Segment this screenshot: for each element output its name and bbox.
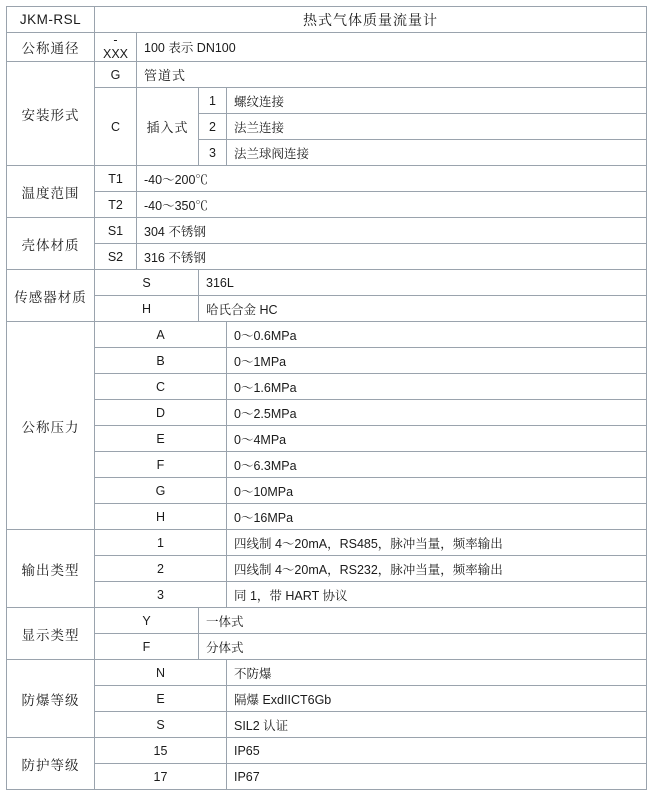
pressure-code-e xyxy=(95,426,227,452)
pressure-desc-c-text: 0～1.6MPa xyxy=(234,380,297,395)
install-sub-desc-3-text: 法兰球阀连接 xyxy=(234,146,310,161)
pressure-code-c-text: C xyxy=(155,379,166,394)
pressure-desc-g xyxy=(227,478,647,504)
table-row-temperature-1 xyxy=(7,166,647,192)
explosion-code-e-text: E xyxy=(156,691,165,706)
shell-code-s2 xyxy=(95,244,137,270)
pressure-code-g xyxy=(95,478,227,504)
product-title-cell xyxy=(95,7,647,33)
sensor-code-h xyxy=(95,296,199,322)
install-sub-code-1 xyxy=(199,88,227,114)
install-type-name-g xyxy=(137,62,647,88)
output-code-2-text: 2 xyxy=(157,561,164,576)
protection-desc-17 xyxy=(227,764,647,790)
shell-desc-s2 xyxy=(137,244,647,270)
model-code-cell xyxy=(7,7,95,33)
sensor-code-s-text: S xyxy=(142,275,151,290)
shell-code-s1-text: S1 xyxy=(107,223,124,238)
pressure-desc-e xyxy=(227,426,647,452)
pressure-desc-h xyxy=(227,504,647,530)
nominal-diameter-desc: 100 表示 DN100 xyxy=(144,41,236,55)
table-row-install-type-1 xyxy=(7,62,647,88)
pressure-code-f xyxy=(95,452,227,478)
pressure-code-b xyxy=(95,348,227,374)
protection-code-15-text: 15 xyxy=(153,743,168,758)
table-row-explosion-1 xyxy=(7,660,647,686)
pressure-code-h-text: H xyxy=(155,509,166,524)
pressure-desc-b xyxy=(227,348,647,374)
install-sub-desc-2-text: 法兰连接 xyxy=(234,120,285,135)
pressure-desc-a xyxy=(227,322,647,348)
pressure-code-d xyxy=(95,400,227,426)
explosion-desc-e xyxy=(227,686,647,712)
output-code-3-text: 3 xyxy=(157,587,164,602)
install-type-name-c xyxy=(137,88,199,166)
temperature-label-cell xyxy=(7,166,95,218)
display-desc-y xyxy=(199,608,647,634)
protection-level-label: 防护等级 xyxy=(21,757,80,773)
nominal-diameter-label-cell xyxy=(7,33,95,62)
table-row-sensor-2 xyxy=(7,296,647,322)
display-desc-f xyxy=(199,634,647,660)
pressure-desc-g-text: 0～10MPa xyxy=(234,484,294,499)
pressure-desc-f xyxy=(227,452,647,478)
sensor-code-h-text: H xyxy=(141,301,152,316)
table-row-explosion-3 xyxy=(7,712,647,738)
model-selection-table xyxy=(6,6,647,790)
shell-material-label-cell xyxy=(7,218,95,270)
table-row-nominal-diameter xyxy=(7,33,647,62)
output-code-1-text: 1 xyxy=(157,535,164,550)
table-row-sensor-1 xyxy=(7,270,647,296)
install-sub-desc-2 xyxy=(227,114,647,140)
pressure-code-e-text: E xyxy=(156,431,165,446)
temperature-desc-t1 xyxy=(137,166,647,192)
output-desc-2-text: 四线制 4～20mA，RS232，脉冲当量，频率输出 xyxy=(234,562,503,577)
pressure-desc-b-text: 0～1MPa xyxy=(234,354,287,369)
nominal-diameter-desc-cell xyxy=(137,33,647,62)
output-type-label: 输出类型 xyxy=(21,562,80,578)
table-row-pressure-4 xyxy=(7,400,647,426)
install-type-code-c-text: C xyxy=(110,119,121,134)
sensor-desc-s-text: 316L xyxy=(206,275,234,290)
temperature-code-t2-text: T2 xyxy=(108,197,123,212)
table-row-output-2 xyxy=(7,556,647,582)
table-row-pressure-2 xyxy=(7,348,647,374)
pressure-code-a xyxy=(95,322,227,348)
table-row-shell-2 xyxy=(7,244,647,270)
install-type-code-g xyxy=(95,62,137,88)
pressure-code-g-text: G xyxy=(155,483,166,498)
pressure-code-a-text: A xyxy=(156,327,165,342)
install-type-name-g-text: 管道式 xyxy=(144,68,187,83)
table-row-install-type-2 xyxy=(7,88,647,114)
output-code-2 xyxy=(95,556,227,582)
install-sub-desc-1-text: 螺纹连接 xyxy=(234,94,285,109)
shell-desc-s1-text: 304 不锈钢 xyxy=(144,224,206,239)
sensor-code-s xyxy=(95,270,199,296)
temperature-code-t1 xyxy=(95,166,137,192)
explosion-level-label: 防爆等级 xyxy=(21,692,80,708)
pressure-code-h xyxy=(95,504,227,530)
temperature-label: 温度范围 xyxy=(21,185,80,201)
protection-code-17-text: 17 xyxy=(153,769,168,784)
nominal-pressure-label-cell xyxy=(7,322,95,530)
sensor-material-label-cell xyxy=(7,270,95,322)
display-type-label: 显示类型 xyxy=(21,627,80,643)
table-row-pressure-3 xyxy=(7,374,647,400)
protection-desc-17-text: IP67 xyxy=(234,769,260,784)
output-desc-3 xyxy=(227,582,647,608)
sensor-material-label: 传感器材质 xyxy=(14,289,87,305)
pressure-code-c xyxy=(95,374,227,400)
install-type-name-c-text: 插入式 xyxy=(146,120,189,135)
table-row-title xyxy=(7,7,647,33)
model-code: JKM-RSL xyxy=(19,12,82,27)
install-type-code-g-text: G xyxy=(110,67,121,82)
explosion-code-s xyxy=(95,712,227,738)
install-type-code-c xyxy=(95,88,137,166)
shell-desc-s2-text: 316 不锈钢 xyxy=(144,250,206,265)
table-row-pressure-5 xyxy=(7,426,647,452)
sensor-desc-s xyxy=(199,270,647,296)
nominal-diameter-label: 公称通径 xyxy=(21,41,80,56)
output-code-3 xyxy=(95,582,227,608)
pressure-desc-d xyxy=(227,400,647,426)
pressure-desc-a-text: 0～0.6MPa xyxy=(234,328,297,343)
temperature-desc-t2 xyxy=(137,192,647,218)
table-row-protection-1 xyxy=(7,738,647,764)
output-code-1 xyxy=(95,530,227,556)
explosion-desc-n xyxy=(227,660,647,686)
display-type-label-cell xyxy=(7,608,95,660)
explosion-desc-s-text: SIL2 认证 xyxy=(234,718,289,733)
install-sub-desc-3 xyxy=(227,140,647,166)
display-desc-y-text: 一体式 xyxy=(206,614,244,629)
table-row-pressure-7 xyxy=(7,478,647,504)
sensor-desc-h xyxy=(199,296,647,322)
explosion-code-s-text: S xyxy=(156,717,165,732)
table-row-pressure-6 xyxy=(7,452,647,478)
explosion-code-n-text: N xyxy=(155,665,166,680)
nominal-pressure-label: 公称压力 xyxy=(21,419,80,435)
table-row-shell-1 xyxy=(7,218,647,244)
sensor-desc-h-text: 哈氏合金 HC xyxy=(206,302,278,317)
table-row-protection-2 xyxy=(7,764,647,790)
explosion-level-label-cell xyxy=(7,660,95,738)
output-desc-1 xyxy=(227,530,647,556)
protection-code-15 xyxy=(95,738,227,764)
display-code-y-text: Y xyxy=(142,613,151,628)
shell-material-label: 壳体材质 xyxy=(21,237,80,253)
output-desc-3-text: 同 1，带 HART 协议 xyxy=(234,588,348,603)
explosion-desc-n-text: 不防爆 xyxy=(234,666,272,681)
display-code-f-text: F xyxy=(142,639,151,654)
table-row-pressure-1 xyxy=(7,322,647,348)
table-row-explosion-2 xyxy=(7,686,647,712)
install-type-label-cell xyxy=(7,62,95,166)
pressure-desc-e-text: 0～4MPa xyxy=(234,432,287,447)
temperature-code-t2 xyxy=(95,192,137,218)
install-type-label: 安装形式 xyxy=(21,107,80,123)
temperature-desc-t2-text: -40～350℃ xyxy=(144,198,208,213)
output-type-label-cell xyxy=(7,530,95,608)
table-row-display-2 xyxy=(7,634,647,660)
display-code-f xyxy=(95,634,199,660)
table-row-output-3 xyxy=(7,582,647,608)
display-desc-f-text: 分体式 xyxy=(206,640,244,655)
pressure-desc-h-text: 0～16MPa xyxy=(234,510,294,525)
install-sub-desc-1 xyxy=(227,88,647,114)
pressure-desc-d-text: 0～2.5MPa xyxy=(234,406,297,421)
output-desc-2 xyxy=(227,556,647,582)
nominal-diameter-code-cell xyxy=(95,33,137,62)
table-row-output-1 xyxy=(7,530,647,556)
pressure-code-f-text: F xyxy=(156,457,165,472)
page-title: 热式气体质量流量计 xyxy=(303,11,438,28)
explosion-code-n xyxy=(95,660,227,686)
install-sub-code-3-text: 3 xyxy=(209,145,216,160)
explosion-desc-e-text: 隔爆 ExdIICT6Gb xyxy=(234,692,332,707)
temperature-desc-t1-text: -40～200℃ xyxy=(144,172,208,187)
install-sub-code-2 xyxy=(199,114,227,140)
pressure-desc-f-text: 0～6.3MPa xyxy=(234,458,297,473)
table-row-display-1 xyxy=(7,608,647,634)
protection-level-label-cell xyxy=(7,738,95,790)
table-row-pressure-8 xyxy=(7,504,647,530)
pressure-code-b-text: B xyxy=(156,353,165,368)
install-sub-code-1-text: 1 xyxy=(209,93,216,108)
explosion-desc-s xyxy=(227,712,647,738)
install-sub-code-3 xyxy=(199,140,227,166)
display-code-y xyxy=(95,608,199,634)
protection-desc-15-text: IP65 xyxy=(234,743,260,758)
output-desc-1-text: 四线制 4～20mA，RS485，脉冲当量，频率输出 xyxy=(234,536,503,551)
pressure-code-d-text: D xyxy=(155,405,166,420)
shell-desc-s1 xyxy=(137,218,647,244)
protection-code-17 xyxy=(95,764,227,790)
shell-code-s2-text: S2 xyxy=(107,249,124,264)
shell-code-s1 xyxy=(95,218,137,244)
temperature-code-t1-text: T1 xyxy=(108,171,123,186)
table-row-temperature-2 xyxy=(7,192,647,218)
protection-desc-15 xyxy=(227,738,647,764)
install-sub-code-2-text: 2 xyxy=(209,119,216,134)
nominal-diameter-code: -XXX xyxy=(102,33,128,61)
pressure-desc-c xyxy=(227,374,647,400)
explosion-code-e xyxy=(95,686,227,712)
